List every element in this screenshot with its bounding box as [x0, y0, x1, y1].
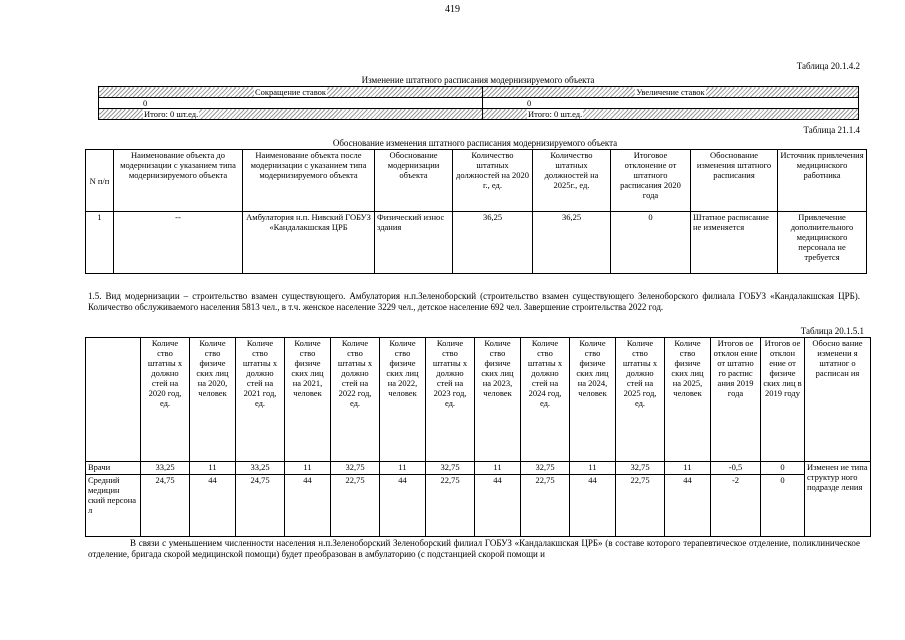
- header-cell: Наименование объекта после модернизации с указанием типа модернизируемого объекта: [243, 150, 375, 212]
- table-cell: Амбулатория н.п. Нивский ГОБУЗ «Кандалакшская ЦРБ: [243, 212, 375, 274]
- reduction-value: 0: [99, 98, 483, 109]
- header-cell: Источник привлечения медицинского работника: [778, 150, 867, 212]
- conversion-paragraph: В связи с уменьшением численности населения н.п.Зеленоборский Зеленоборский филиал ГОБУЗ «Кандалакшская ЦРБ» (в составе которого терапевтическое отделение, поликлиническое отделение, бригада скорой медицинской помощи) будет преобразован в амбулаторию (с подстанцией скорой помощи и: [88, 538, 860, 559]
- table-cell: 22,75: [616, 475, 665, 537]
- header-cell: Количе ство физиче ских лиц на 2020, человек: [190, 338, 236, 462]
- header-cell: Количество штатных должностей на 2020 г., ед.: [453, 150, 533, 212]
- table-cell: -2: [711, 475, 761, 537]
- table-cell: 44: [475, 475, 521, 537]
- header-cell: Количе ство штатны х должно стей на 2023 год, ед.: [426, 338, 475, 462]
- table-cell: 0: [611, 212, 691, 274]
- table-cell: 11: [380, 462, 426, 475]
- staffing-justification-table: [85, 149, 867, 274]
- reduction-total: Итого: 0 шт.ед.: [99, 109, 483, 120]
- table-cell: 33,25: [236, 462, 285, 475]
- table-cell: 22,75: [331, 475, 380, 537]
- table-cell: Штатное расписание не изменяется: [691, 212, 778, 274]
- page-number: 419: [445, 4, 460, 15]
- table-cell: 22,75: [426, 475, 475, 537]
- table-cell: 24,75: [141, 475, 190, 537]
- header-cell: Количе ство штатны х должно стей на 2020 год, ед.: [141, 338, 190, 462]
- table3-caption-number: Таблица 20.1.5.1: [800, 326, 864, 336]
- header-cell: Количе ство штатны х должно стей на 2022 год, ед.: [331, 338, 380, 462]
- staffing-change-table: [98, 86, 859, 120]
- table-cell: 11: [570, 462, 616, 475]
- header-cell: Количе ство физиче ских лиц на 2021, человек: [285, 338, 331, 462]
- header-cell: Количе ство физиче ских лиц на 2025, человек: [665, 338, 711, 462]
- header-cell: Количе ство штатны х должно стей на 2025 год, ед.: [616, 338, 665, 462]
- staffing-forecast-table: [85, 337, 871, 537]
- header-cell: Обосно вание изменени я штатног о расписан ия: [805, 338, 871, 462]
- header-cell: Количе ство физиче ских лиц на 2024, человек: [570, 338, 616, 462]
- table-cell: 11: [665, 462, 711, 475]
- header-cell: Обоснование изменения штатного расписания: [691, 150, 778, 212]
- table2-title: Обоснование изменения штатного расписания модернизируемого объекта: [332, 138, 618, 148]
- table-cell: 33,25: [141, 462, 190, 475]
- table1-caption-number: Таблица 20.1.4.2: [796, 61, 860, 71]
- modernization-paragraph: 1.5. Вид модернизации – строительство взамен существующего. Амбулатория н.п.Зеленоборский (строительство взамен существующего Зеленоборского филиала ГОБУЗ «Кандалакшская ЦРБ). Количество обслуживаемого населения 5813 чел., в т.ч. женское население 3229 чел., детское население 692 чел. Завершение строительства 2022 год.: [88, 291, 860, 312]
- header-cell: Количество штатных должностей на 2025г., ед.: [533, 150, 611, 212]
- justification-cell: Изменен ие типа структур ного подразде ления: [805, 462, 871, 537]
- table-cell: 44: [285, 475, 331, 537]
- table-cell: 44: [190, 475, 236, 537]
- table-cell: 32,75: [521, 462, 570, 475]
- table-cell: 11: [475, 462, 521, 475]
- header-cell: N п/п: [86, 150, 114, 212]
- header-cell: [86, 338, 141, 462]
- header-cell: Наименование объекта до модернизации с указанием типа модернизируемого объекта: [114, 150, 243, 212]
- row-label: Врачи: [86, 462, 141, 475]
- header-cell: Количе ство штатны х должно стей на 2024 год, ед.: [521, 338, 570, 462]
- table-cell: -0,5: [711, 462, 761, 475]
- table-cell: Физический износ здания: [375, 212, 453, 274]
- table-cell: 44: [570, 475, 616, 537]
- table2-caption-number: Таблица 21.1.4: [803, 125, 860, 135]
- header-cell: Количе ство физиче ских лиц на 2023, человек: [475, 338, 521, 462]
- table-cell: 36,25: [533, 212, 611, 274]
- header-cell: Итогов ое отклон ение от штатно го распис ания 2019 года: [711, 338, 761, 462]
- header-cell: Количе ство штатны х должно стей на 2021 год, ед.: [236, 338, 285, 462]
- header-cell: Итоговое отклонение от штатного расписания 2020 года: [611, 150, 691, 212]
- table-cell: 1: [86, 212, 114, 274]
- header-cell: Количе ство физиче ских лиц на 2022, человек: [380, 338, 426, 462]
- header-cell: Обоснование модернизации объекта: [375, 150, 453, 212]
- table-cell: 44: [665, 475, 711, 537]
- table-cell: 32,75: [331, 462, 380, 475]
- header-reduction: Сокращение ставок: [99, 87, 483, 98]
- table-cell: 11: [190, 462, 236, 475]
- table-cell: 11: [285, 462, 331, 475]
- table-cell: --: [114, 212, 243, 274]
- increase-value: 0: [483, 98, 859, 109]
- table-cell: 0: [761, 462, 805, 475]
- table-cell: 32,75: [616, 462, 665, 475]
- header-increase: Увеличение ставок: [483, 87, 859, 98]
- table-cell: 24,75: [236, 475, 285, 537]
- table-cell: 36,25: [453, 212, 533, 274]
- table-cell: 44: [380, 475, 426, 537]
- header-cell: Итогов ое отклон ение от физиче ских лиц в 2019 году: [761, 338, 805, 462]
- table-cell: 0: [761, 475, 805, 537]
- table-cell: Привлечение дополнительного медицинского персонала не требуется: [778, 212, 867, 274]
- table1-title: Изменение штатного расписания модернизируемого объекта: [361, 75, 595, 85]
- table-cell: 32,75: [426, 462, 475, 475]
- table-cell: 22,75: [521, 475, 570, 537]
- row-label: Средний медицин ский персона л: [86, 475, 141, 537]
- increase-total: Итого: 0 шт.ед.: [483, 109, 859, 120]
